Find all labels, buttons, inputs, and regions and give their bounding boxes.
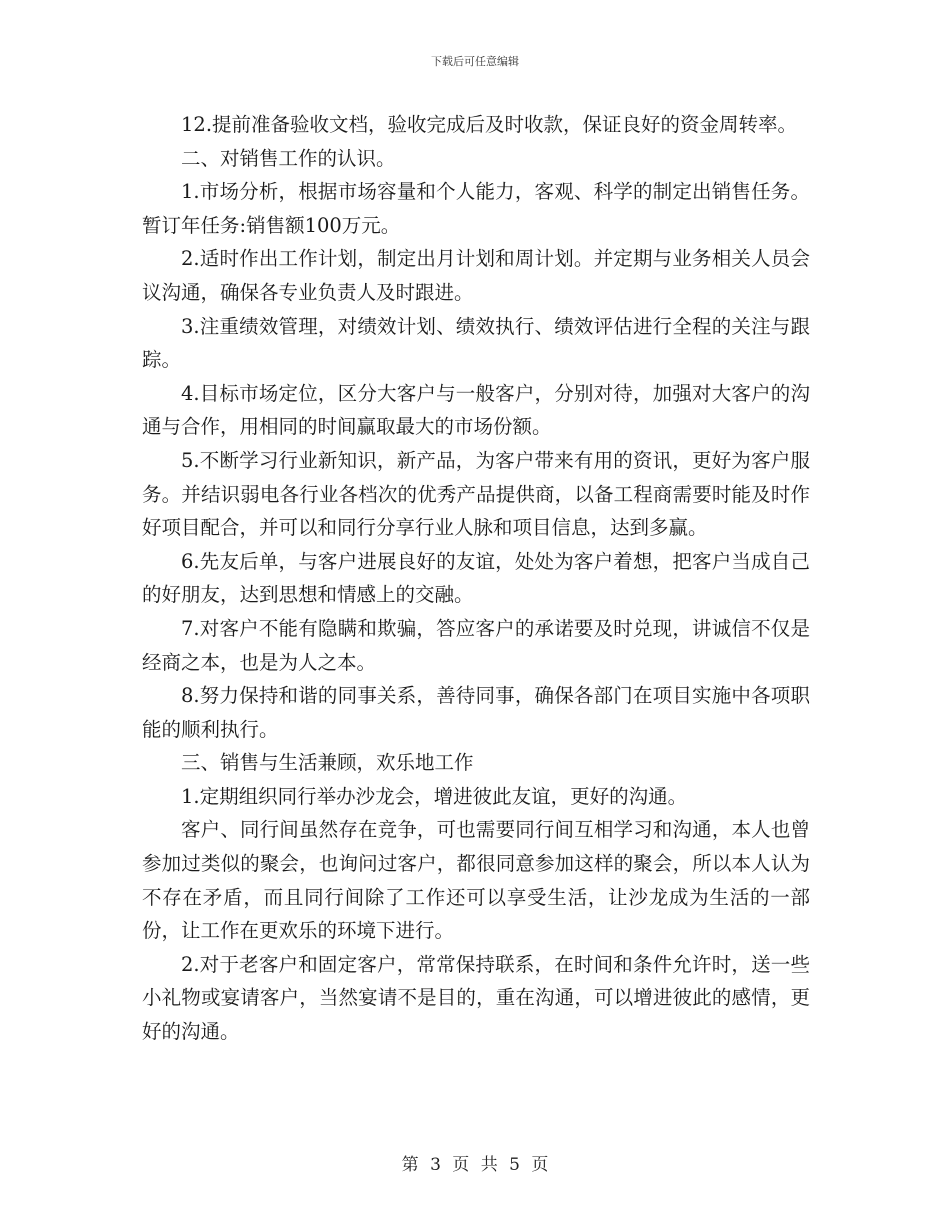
paragraph-item-3: 3.注重绩效管理，对绩效计划、绩效执行、绩效评估进行全程的关注与跟踪。 xyxy=(142,314,810,372)
paragraph-section3-body: 客户、同行间虽然存在竞争，可也需要同行间互相学习和沟通，本人也曾参加过类似的聚会，也询问过客户，都很同意参加这样的聚会，所以本人认为不存在矛盾，而且同行间除了工作还可以享受生活，让沙龙成为生活的一部份，让工作在更欢乐的环境下进行。 xyxy=(142,818,810,943)
paragraph-item-6: 6.先友后单，与客户进展良好的友谊，处处为客户着想，把客户当成自己的好朋友，达到思想和情感上的交融。 xyxy=(142,549,810,607)
page-header-note: 下载后可任意编辑 xyxy=(431,55,519,68)
page-number-footer: 第 3 页 共 5 页 xyxy=(401,1155,549,1175)
paragraph-item-2: 2.适时作出工作计划，制定出月计划和周计划。并定期与业务相关人员会议沟通，确保各专业负责人及时跟进。 xyxy=(142,247,810,304)
paragraph-item-1: 1.市场分析，根据市场容量和个人能力，客观、科学的制定出销售任务。暂订年任务:销售额100万元。 xyxy=(142,180,810,237)
paragraph-item-7: 7.对客户不能有隐瞒和欺骗，答应客户的承诺要及时兑现，讲诚信不仅是经商之本，也是为人之本。 xyxy=(142,616,810,674)
paragraph-item-4: 4.目标市场定位，区分大客户与一般客户，分别对待，加强对大客户的沟通与合作，用相同的时间赢取最大的市场份额。 xyxy=(142,381,810,439)
paragraph-item-12: 12.提前准备验收文档，验收完成后及时收款，保证良好的资金周转率。 xyxy=(181,113,798,136)
paragraph-section3-item-1: 1.定期组织同行举办沙龙会，增进彼此友谊，更好的沟通。 xyxy=(181,784,688,808)
paragraph-section3-item-2: 2.对于老客户和固定客户，常常保持联系，在时间和条件允许时，送一些小礼物或宴请客户，当然宴请不是目的，重在沟通，可以增进彼此的感情，更好的沟通。 xyxy=(142,952,810,1044)
paragraph-item-8: 8.努力保持和谐的同事关系，善待同事，确保各部门在项目实施中各项职能的顺利执行。 xyxy=(142,684,810,741)
document-body xyxy=(142,108,810,1049)
section-heading-3: 三、销售与生活兼顾，欢乐地工作 xyxy=(181,751,474,775)
section-heading-2: 二、对销售工作的认识。 xyxy=(181,146,396,170)
paragraph-item-5: 5.不断学习行业新知识，新产品，为客户带来有用的资讯，更好为客户服务。并结识弱电各行业各档次的优秀产品提供商，以备工程商需要时能及时作好项目配合，并可以和同行分享行业人脉和项目信息，达到多赢。 xyxy=(142,448,810,540)
